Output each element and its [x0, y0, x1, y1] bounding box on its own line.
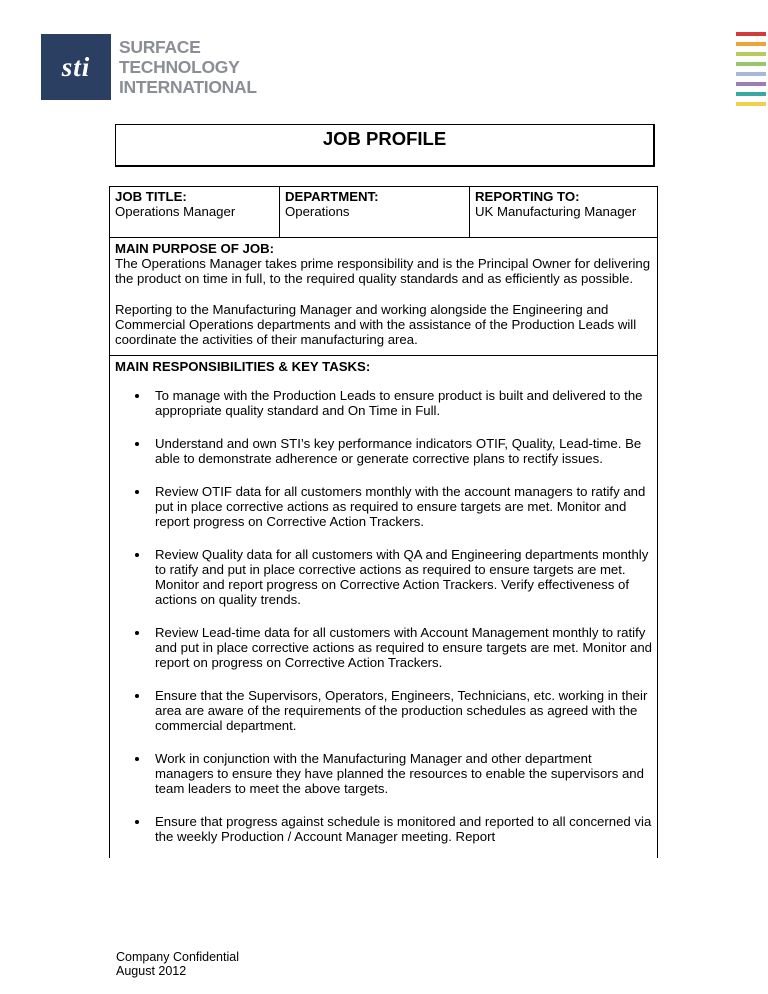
color-stripes-decoration [736, 32, 766, 112]
color-stripe [736, 72, 766, 76]
company-logo-text [119, 37, 257, 97]
list-item: Work in conjunction with the Manufacturing Manager and other department managers to ensure they have planned the resources to enable the supervisors and team leaders to meet the above targets. [115, 751, 652, 796]
logo-line: SURFACE [119, 37, 201, 57]
color-stripe [736, 62, 766, 66]
company-logo-mark [41, 34, 111, 100]
main-purpose-section [110, 238, 657, 356]
department-value: Operations [285, 204, 350, 219]
reporting-to-label: REPORTING TO: [475, 189, 580, 204]
title-box [115, 124, 655, 167]
color-stripe [736, 102, 766, 106]
main-purpose-heading: MAIN PURPOSE OF JOB: [115, 241, 274, 256]
job-title-label: JOB TITLE: [115, 189, 187, 204]
list-item: Ensure that progress against schedule is monitored and reported to all concerned via the weekly Production / Account Manager meeting. Report [115, 814, 652, 844]
responsibilities-section [110, 356, 657, 844]
footer-date: August 2012 [116, 964, 187, 978]
logo-mark-text: sti [61, 51, 91, 82]
list-item: Understand and own STI’s key performance indicators OTIF, Quality, Lead-time. Be able to demonstrate adherence or generate corrective plans to rectify issues. [115, 436, 652, 466]
list-item: Review Quality data for all customers with QA and Engineering departments monthly to ratify and put in place corrective actions as required to ensure targets are met. Monitor and report progress on Corrective Action Trackers. Verify effectiveness of actions on quality trends. [115, 547, 652, 607]
job-title-cell [110, 187, 280, 237]
footer-confidential: Company Confidential [116, 950, 239, 964]
color-stripe [736, 92, 766, 96]
responsibilities-heading: MAIN RESPONSIBILITIES & KEY TASKS: [115, 359, 371, 374]
color-stripe [736, 52, 766, 56]
job-profile-table [109, 186, 658, 858]
list-item: Review OTIF data for all customers monthly with the account managers to ratify and put in place corrective actions as required to ensure targets are met. Monitor and report progress on Corrective Action Trackers. [115, 484, 652, 529]
reporting-to-value: UK Manufacturing Manager [475, 204, 637, 219]
logo-line: TECHNOLOGY [119, 57, 240, 77]
job-info-row [110, 187, 657, 238]
department-label: DEPARTMENT: [285, 189, 379, 204]
logo-line: INTERNATIONAL [119, 77, 257, 97]
page-footer [116, 950, 239, 978]
list-item: Ensure that the Supervisors, Operators, Engineers, Technicians, etc. working in their area are aware of the requirements of the production schedules as agreed with the commercial department. [115, 688, 652, 733]
color-stripe [736, 32, 766, 36]
responsibilities-list [115, 388, 652, 844]
job-title-value: Operations Manager [115, 204, 236, 219]
color-stripe [736, 82, 766, 86]
list-item: Review Lead-time data for all customers with Account Management monthly to ratify and put in place corrective actions as required to ensure targets are met. Monitor and report on progress on Corrective Action Trackers. [115, 625, 652, 670]
page-title: JOB PROFILE [322, 128, 447, 149]
main-purpose-paragraph: Reporting to the Manufacturing Manager and working alongside the Engineering and Commercial Operations departments and with the assistance of the Production Leads will coordinate the activities of their manufacturing area. [115, 302, 637, 347]
main-purpose-paragraph: The Operations Manager takes prime responsibility and is the Principal Owner for delivering the product on time in full, to the required quality standards and as efficiently as possible. [115, 256, 651, 286]
reporting-to-cell [470, 187, 657, 237]
color-stripe [736, 42, 766, 46]
list-item: To manage with the Production Leads to ensure product is built and delivered to the appropriate quality standard and On Time in Full. [115, 388, 652, 418]
department-cell [280, 187, 470, 237]
